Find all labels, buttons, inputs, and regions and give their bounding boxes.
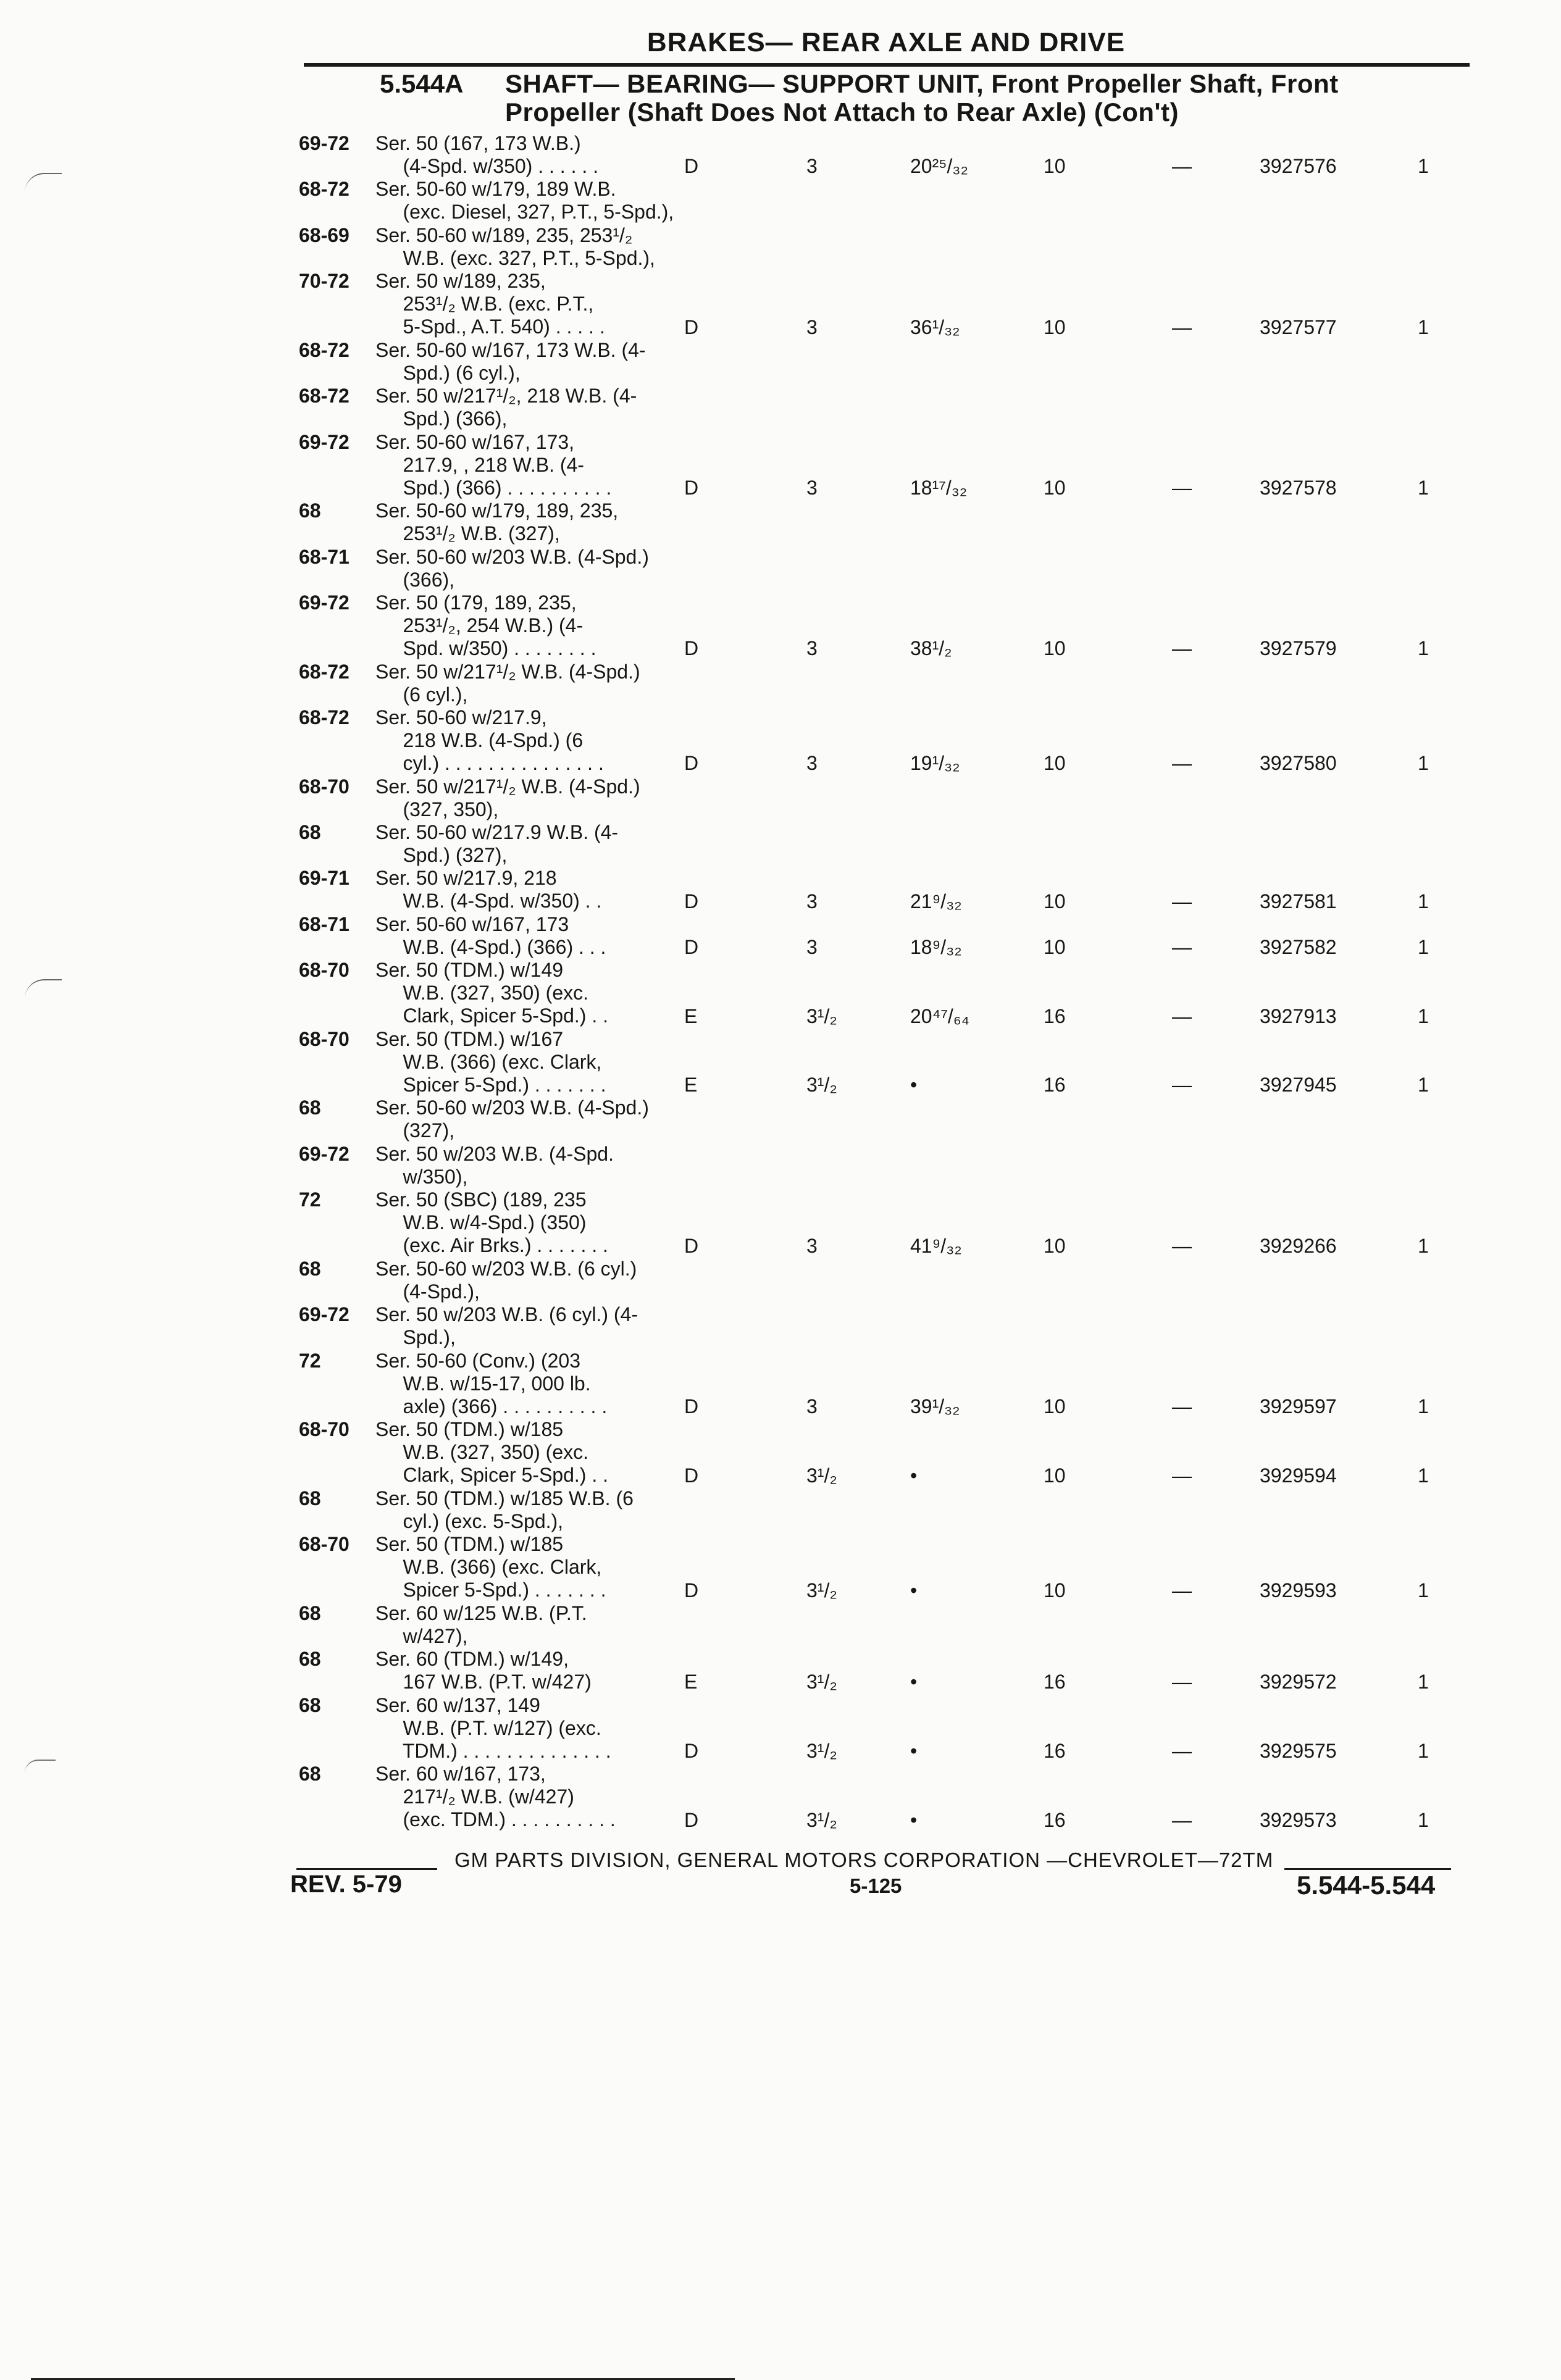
part-number: 3929266 bbox=[1260, 1234, 1337, 1257]
quantity: 1 bbox=[1418, 155, 1429, 178]
description-line: Clark, Spicer 5-Spd.) . . bbox=[375, 1004, 608, 1027]
table-row bbox=[0, 1763, 1561, 1832]
table-row bbox=[0, 178, 1561, 223]
footer-rule-left bbox=[296, 1868, 437, 1870]
table-row bbox=[0, 1350, 1561, 1419]
dash-mark: — bbox=[1172, 315, 1192, 338]
description-line: W.B. (327, 350) (exc. bbox=[375, 1441, 589, 1464]
dash-mark: — bbox=[1172, 1004, 1192, 1027]
dash-mark: — bbox=[1172, 155, 1192, 178]
part-number: 3927578 bbox=[1260, 476, 1337, 499]
spline-teeth: 10 bbox=[1044, 476, 1066, 499]
diameter: 3 bbox=[806, 155, 818, 178]
description-line: Ser. 50 w/189, 235, bbox=[375, 270, 546, 293]
dash-mark: — bbox=[1172, 1739, 1192, 1762]
model-years: 68 bbox=[299, 1763, 321, 1785]
table-row bbox=[0, 591, 1561, 661]
quantity: 1 bbox=[1418, 1074, 1429, 1096]
description-line: w/427), bbox=[375, 1624, 468, 1647]
description-line: 217¹/₂ W.B. (w/427) bbox=[375, 1785, 574, 1808]
type-code: E bbox=[684, 1074, 698, 1096]
application-description bbox=[375, 1028, 721, 1096]
part-number: 3929575 bbox=[1260, 1739, 1337, 1762]
spline-teeth: 16 bbox=[1044, 1004, 1066, 1027]
spline-teeth: 10 bbox=[1044, 637, 1066, 660]
revision-label: REV. 5-79 bbox=[290, 1871, 402, 1898]
dash-mark: — bbox=[1172, 1579, 1192, 1601]
dash-mark: — bbox=[1172, 1671, 1192, 1693]
table-row bbox=[0, 270, 1561, 339]
description-line: 253¹/₂ W.B. (exc. P.T., bbox=[375, 293, 594, 315]
part-number: 3927580 bbox=[1260, 752, 1337, 775]
type-code: D bbox=[684, 1234, 699, 1257]
type-code: E bbox=[684, 1671, 698, 1693]
spline-teeth: 16 bbox=[1044, 1808, 1066, 1831]
description-line: (6 cyl.), bbox=[375, 683, 468, 706]
table-row bbox=[0, 546, 1561, 591]
model-years: 68-72 bbox=[299, 338, 349, 361]
length: • bbox=[910, 1579, 918, 1601]
application-description bbox=[375, 1258, 721, 1303]
quantity: 1 bbox=[1418, 476, 1429, 499]
dash-mark: — bbox=[1172, 1395, 1192, 1418]
length: 41⁹/₃₂ bbox=[910, 1234, 962, 1257]
table-row bbox=[0, 499, 1561, 545]
model-years: 68-70 bbox=[299, 775, 349, 798]
table-row bbox=[0, 821, 1561, 867]
description-line: cyl.) . . . . . . . . . . . . . . . bbox=[375, 752, 604, 774]
length: • bbox=[910, 1808, 918, 1831]
application-description bbox=[375, 1350, 721, 1418]
table-row bbox=[0, 1188, 1561, 1258]
dash-mark: — bbox=[1172, 1808, 1192, 1831]
type-code: D bbox=[684, 1464, 699, 1487]
description-line: Ser. 60 w/167, 173, bbox=[375, 1763, 546, 1785]
spline-teeth: 10 bbox=[1044, 1395, 1066, 1418]
table-row bbox=[0, 1487, 1561, 1533]
quantity: 1 bbox=[1418, 890, 1429, 912]
table-row bbox=[0, 959, 1561, 1028]
description-line: Ser. 50 (TDM.) w/185 bbox=[375, 1418, 564, 1441]
spline-teeth: 16 bbox=[1044, 1739, 1066, 1762]
type-code: D bbox=[684, 315, 699, 338]
dash-mark: — bbox=[1172, 1234, 1192, 1257]
dash-mark: — bbox=[1172, 1464, 1192, 1487]
model-years: 68-70 bbox=[299, 1027, 349, 1050]
model-years: 68-69 bbox=[299, 223, 349, 246]
description-line: Ser. 50 (TDM.) w/149 bbox=[375, 959, 564, 982]
description-line: (366), bbox=[375, 568, 455, 591]
description-line: Ser. 50-60 w/167, 173, bbox=[375, 430, 574, 453]
spline-teeth: 10 bbox=[1044, 890, 1066, 912]
spline-teeth: 16 bbox=[1044, 1671, 1066, 1693]
type-code: E bbox=[684, 1004, 698, 1027]
description-line: Ser. 50 w/217.9, 218 bbox=[375, 867, 557, 890]
quantity: 1 bbox=[1418, 1671, 1429, 1693]
model-years: 69-72 bbox=[299, 430, 349, 453]
table-row bbox=[0, 1258, 1561, 1303]
quantity: 1 bbox=[1418, 1234, 1429, 1257]
description-line: W.B. (4-Spd.) (366) . . . bbox=[375, 935, 606, 958]
description-line: Ser. 50-60 w/203 W.B. (4-Spd.) bbox=[375, 545, 649, 568]
type-code: D bbox=[684, 1808, 699, 1831]
model-years: 72 bbox=[299, 1349, 321, 1372]
description-line: 217.9, , 218 W.B. (4- bbox=[375, 453, 584, 476]
length: 39¹/₃₂ bbox=[910, 1395, 960, 1418]
part-number: 3929593 bbox=[1260, 1579, 1337, 1601]
model-years: 68-72 bbox=[299, 178, 349, 201]
section-title-line1: SHAFT— BEARING— SUPPORT UNIT, Front Propeller Shaft, Front bbox=[505, 69, 1339, 98]
model-years: 68 bbox=[299, 1601, 321, 1624]
quantity: 1 bbox=[1418, 1739, 1429, 1762]
description-line: Spicer 5-Spd.) . . . . . . . bbox=[375, 1579, 606, 1601]
model-years: 68-70 bbox=[299, 959, 349, 982]
footer-publisher: GM PARTS DIVISION, GENERAL MOTORS CORPORATION —CHEVROLET—72TM bbox=[454, 1848, 1274, 1871]
length: 18¹⁷/₃₂ bbox=[910, 476, 968, 499]
description-line: (327), bbox=[375, 1119, 455, 1142]
description-line: 253¹/₂, 254 W.B.) (4- bbox=[375, 614, 584, 637]
diameter: 3 bbox=[806, 1234, 818, 1257]
dash-mark: — bbox=[1172, 935, 1192, 958]
description-line: Ser. 50-60 w/167, 173 W.B. (4- bbox=[375, 338, 646, 361]
diameter: 3 bbox=[806, 1395, 818, 1418]
model-years: 69-72 bbox=[299, 591, 349, 614]
description-line: W.B. w/4-Spd.) (350) bbox=[375, 1211, 587, 1234]
description-line: W.B. (exc. 327, P.T., 5-Spd.), bbox=[375, 246, 655, 269]
application-description bbox=[375, 178, 721, 223]
part-number: 3927577 bbox=[1260, 315, 1337, 338]
application-description bbox=[375, 385, 721, 430]
length: 21⁹/₃₂ bbox=[910, 890, 962, 912]
length: • bbox=[910, 1671, 918, 1693]
length: 36¹/₃₂ bbox=[910, 315, 960, 338]
diameter: 3¹/₂ bbox=[806, 1739, 837, 1762]
application-description bbox=[375, 1648, 721, 1693]
description-line: Spd. w/350) . . . . . . . . bbox=[375, 637, 596, 659]
table-row bbox=[0, 867, 1561, 912]
table-row bbox=[0, 1096, 1561, 1142]
application-description bbox=[375, 132, 721, 178]
length: • bbox=[910, 1739, 918, 1762]
description-line: 253¹/₂ W.B. (327), bbox=[375, 522, 560, 545]
application-description bbox=[375, 1143, 721, 1188]
description-line: Ser. 60 w/137, 149 bbox=[375, 1693, 540, 1716]
type-code: D bbox=[684, 1395, 699, 1418]
type-code: D bbox=[684, 476, 699, 499]
description-line: Spd.) (366) . . . . . . . . . . bbox=[375, 476, 612, 499]
application-description bbox=[375, 1418, 721, 1487]
description-line: W.B. (327, 350) (exc. bbox=[375, 982, 589, 1004]
table-row bbox=[0, 1648, 1561, 1693]
description-line: Ser. 50 (SBC) (189, 235 bbox=[375, 1188, 587, 1211]
description-line: Ser. 50 w/217¹/₂, 218 W.B. (4- bbox=[375, 385, 637, 407]
quantity: 1 bbox=[1418, 935, 1429, 958]
description-line: 218 W.B. (4-Spd.) (6 bbox=[375, 729, 584, 751]
part-number: 3927576 bbox=[1260, 155, 1337, 178]
description-line: W.B. (P.T. w/127) (exc. bbox=[375, 1716, 601, 1739]
type-code: D bbox=[684, 935, 699, 958]
description-line: W.B. (366) (exc. Clark, bbox=[375, 1556, 602, 1579]
length: 20⁴⁷/₆₄ bbox=[910, 1004, 969, 1027]
part-number: 3927913 bbox=[1260, 1004, 1337, 1027]
type-code: D bbox=[684, 1579, 699, 1601]
application-description bbox=[375, 1694, 721, 1763]
application-description bbox=[375, 1602, 721, 1648]
type-code: D bbox=[684, 155, 699, 178]
table-row bbox=[0, 1694, 1561, 1763]
page-header-title: BRAKES— REAR AXLE AND DRIVE bbox=[647, 27, 1126, 57]
application-description bbox=[375, 224, 721, 270]
model-years: 68-70 bbox=[299, 1418, 349, 1441]
model-years: 68-72 bbox=[299, 660, 349, 683]
application-description bbox=[375, 867, 721, 912]
spline-teeth: 10 bbox=[1044, 935, 1066, 958]
header-rule bbox=[304, 63, 1470, 67]
description-line: Ser. 50-60 (Conv.) (203 bbox=[375, 1349, 581, 1372]
quantity: 1 bbox=[1418, 637, 1429, 660]
diameter: 3 bbox=[806, 935, 818, 958]
description-line: Ser. 50 (TDM.) w/167 bbox=[375, 1027, 564, 1050]
description-line: Ser. 50-60 w/217.9, bbox=[375, 706, 547, 729]
application-description bbox=[375, 661, 721, 706]
part-number: 3927945 bbox=[1260, 1074, 1337, 1096]
application-description bbox=[375, 1763, 721, 1831]
description-line: W.B. w/15-17, 000 lb. bbox=[375, 1372, 591, 1395]
application-description bbox=[375, 1096, 721, 1142]
quantity: 1 bbox=[1418, 1464, 1429, 1487]
quantity: 1 bbox=[1418, 752, 1429, 775]
part-number: 3929573 bbox=[1260, 1808, 1337, 1831]
part-number: 3927582 bbox=[1260, 935, 1337, 958]
length: 19¹/₃₂ bbox=[910, 752, 960, 775]
description-line: Ser. 50 w/203 W.B. (4-Spd. bbox=[375, 1142, 614, 1165]
length: 20²⁵/₃₂ bbox=[910, 155, 968, 178]
model-years: 69-72 bbox=[299, 1303, 349, 1326]
part-number: 3927579 bbox=[1260, 637, 1337, 660]
table-row bbox=[0, 1303, 1561, 1349]
description-line: Ser. 50-60 w/189, 235, 253¹/₂ bbox=[375, 223, 633, 246]
table-row bbox=[0, 224, 1561, 270]
part-number: 3927581 bbox=[1260, 890, 1337, 912]
section-range: 5.544-5.544 bbox=[1297, 1871, 1436, 1900]
description-line: Spd.) (327), bbox=[375, 844, 508, 866]
part-number: 3929594 bbox=[1260, 1464, 1337, 1487]
model-years: 72 bbox=[299, 1188, 321, 1211]
diameter: 3 bbox=[806, 476, 818, 499]
model-years: 68 bbox=[299, 1487, 321, 1509]
part-number: 3929597 bbox=[1260, 1395, 1337, 1418]
page-number: 5-125 bbox=[850, 1874, 902, 1897]
diameter: 3¹/₂ bbox=[806, 1464, 837, 1487]
table-row bbox=[0, 1533, 1561, 1602]
dash-mark: — bbox=[1172, 890, 1192, 912]
spline-teeth: 10 bbox=[1044, 1464, 1066, 1487]
table-row bbox=[0, 431, 1561, 500]
footer-rule-right bbox=[1284, 1868, 1451, 1870]
application-description bbox=[375, 499, 721, 545]
description-line: Clark, Spicer 5-Spd.) . . bbox=[375, 1464, 608, 1487]
description-line: Ser. 50 (167, 173 W.B.) bbox=[375, 132, 581, 154]
description-line: w/350), bbox=[375, 1165, 468, 1188]
description-line: Ser. 50-60 w/217.9 W.B. (4- bbox=[375, 821, 619, 843]
model-years: 68 bbox=[299, 821, 321, 843]
description-line: Ser. 50 w/217¹/₂ W.B. (4-Spd.) bbox=[375, 660, 640, 683]
dash-mark: — bbox=[1172, 637, 1192, 660]
model-years: 69-72 bbox=[299, 132, 349, 154]
description-line: Ser. 50-60 w/203 W.B. (4-Spd.) bbox=[375, 1096, 649, 1119]
description-line: Spd.) (6 cyl.), bbox=[375, 361, 521, 384]
application-description bbox=[375, 1188, 721, 1257]
diameter: 3¹/₂ bbox=[806, 1808, 837, 1831]
description-line: (exc. Air Brks.) . . . . . . . bbox=[375, 1234, 608, 1257]
quantity: 1 bbox=[1418, 1004, 1429, 1027]
table-row bbox=[0, 913, 1561, 959]
table-row bbox=[0, 1028, 1561, 1097]
quantity: 1 bbox=[1418, 1808, 1429, 1831]
description-line: W.B. (366) (exc. Clark, bbox=[375, 1050, 602, 1073]
model-years: 68-71 bbox=[299, 912, 349, 935]
model-years: 69-71 bbox=[299, 867, 349, 890]
description-line: axle) (366) . . . . . . . . . . bbox=[375, 1395, 608, 1418]
description-line: Ser. 50-60 w/167, 173 bbox=[375, 912, 569, 935]
model-years: 68 bbox=[299, 1257, 321, 1280]
diameter: 3 bbox=[806, 637, 818, 660]
application-description bbox=[375, 339, 721, 385]
model-years: 68-72 bbox=[299, 706, 349, 729]
description-line: Ser. 60 w/125 W.B. (P.T. bbox=[375, 1601, 587, 1624]
diameter: 3¹/₂ bbox=[806, 1074, 837, 1096]
application-description bbox=[375, 821, 721, 867]
spline-teeth: 16 bbox=[1044, 1074, 1066, 1096]
dash-mark: — bbox=[1172, 752, 1192, 775]
dash-mark: — bbox=[1172, 476, 1192, 499]
length: • bbox=[910, 1074, 918, 1096]
application-description bbox=[375, 546, 721, 591]
table-row bbox=[0, 706, 1561, 775]
description-line: Spd.), bbox=[375, 1326, 456, 1349]
description-line: Ser. 50-60 w/203 W.B. (6 cyl.) bbox=[375, 1257, 637, 1280]
model-years: 68-70 bbox=[299, 1533, 349, 1556]
description-line: Spd.) (366), bbox=[375, 407, 508, 430]
model-years: 68 bbox=[299, 1648, 321, 1671]
table-row bbox=[0, 775, 1561, 821]
type-code: D bbox=[684, 1739, 699, 1762]
description-line: Ser. 50 w/217¹/₂ W.B. (4-Spd.) bbox=[375, 775, 640, 798]
spline-teeth: 10 bbox=[1044, 1579, 1066, 1601]
description-line: (exc. Diesel, 327, P.T., 5-Spd.), bbox=[375, 201, 674, 223]
length: • bbox=[910, 1464, 918, 1487]
application-description bbox=[375, 1533, 721, 1601]
application-description bbox=[375, 431, 721, 499]
quantity: 1 bbox=[1418, 1579, 1429, 1601]
description-line: 167 W.B. (P.T. w/427) bbox=[375, 1671, 592, 1693]
model-years: 68-71 bbox=[299, 545, 349, 568]
type-code: D bbox=[684, 752, 699, 775]
description-line: (exc. TDM.) . . . . . . . . . . bbox=[375, 1808, 616, 1831]
model-years: 68 bbox=[299, 1693, 321, 1716]
description-line: (327, 350), bbox=[375, 798, 499, 820]
model-years: 68 bbox=[299, 499, 321, 522]
table-row bbox=[0, 385, 1561, 430]
model-years: 68-72 bbox=[299, 385, 349, 407]
spline-teeth: 10 bbox=[1044, 752, 1066, 775]
table-row bbox=[0, 661, 1561, 706]
application-description bbox=[375, 1487, 721, 1533]
section-number: 5.544A bbox=[380, 69, 464, 98]
model-years: 70-72 bbox=[299, 270, 349, 293]
description-line: Ser. 50-60 w/179, 189 W.B. bbox=[375, 178, 616, 201]
application-description bbox=[375, 1303, 721, 1349]
model-years: 68 bbox=[299, 1096, 321, 1119]
diameter: 3 bbox=[806, 315, 818, 338]
application-description bbox=[375, 270, 721, 338]
diameter: 3 bbox=[806, 752, 818, 775]
application-description bbox=[375, 959, 721, 1027]
quantity: 1 bbox=[1418, 315, 1429, 338]
model-years: 69-72 bbox=[299, 1142, 349, 1165]
diameter: 3 bbox=[806, 890, 818, 912]
table-row bbox=[0, 1143, 1561, 1188]
description-line: W.B. (4-Spd. w/350) . . bbox=[375, 890, 602, 912]
diameter: 3¹/₂ bbox=[806, 1671, 837, 1693]
description-line: Ser. 50 w/203 W.B. (6 cyl.) (4- bbox=[375, 1303, 638, 1326]
spline-teeth: 10 bbox=[1044, 315, 1066, 338]
length: 38¹/₂ bbox=[910, 637, 952, 660]
description-line: cyl.) (exc. 5-Spd.), bbox=[375, 1509, 564, 1532]
table-row bbox=[0, 1602, 1561, 1648]
application-description bbox=[375, 591, 721, 660]
type-code: D bbox=[684, 890, 699, 912]
part-number: 3929572 bbox=[1260, 1671, 1337, 1693]
table-row bbox=[0, 132, 1561, 178]
table-row bbox=[0, 339, 1561, 385]
spline-teeth: 10 bbox=[1044, 1234, 1066, 1257]
section-title-line2: Propeller (Shaft Does Not Attach to Rear Axle) (Con't) bbox=[505, 98, 1179, 127]
application-description bbox=[375, 775, 721, 821]
application-description bbox=[375, 706, 721, 775]
diameter: 3¹/₂ bbox=[806, 1004, 837, 1027]
application-description bbox=[375, 913, 721, 959]
description-line: Ser. 50 (TDM.) w/185 bbox=[375, 1533, 564, 1556]
description-line: Ser. 50 (179, 189, 235, bbox=[375, 591, 577, 614]
description-line: Ser. 50 (TDM.) w/185 W.B. (6 bbox=[375, 1487, 634, 1509]
description-line: Ser. 60 (TDM.) w/149, bbox=[375, 1648, 569, 1671]
description-line: Ser. 50-60 w/179, 189, 235, bbox=[375, 499, 619, 522]
description-line: (4-Spd.), bbox=[375, 1280, 480, 1303]
description-line: 5-Spd., A.T. 540) . . . . . bbox=[375, 315, 605, 338]
description-line: TDM.) . . . . . . . . . . . . . . bbox=[375, 1739, 611, 1762]
table-row bbox=[0, 1418, 1561, 1487]
quantity: 1 bbox=[1418, 1395, 1429, 1418]
type-code: D bbox=[684, 637, 699, 660]
dash-mark: — bbox=[1172, 1074, 1192, 1096]
spline-teeth: 10 bbox=[1044, 155, 1066, 178]
length: 18⁹/₃₂ bbox=[910, 935, 962, 958]
diameter: 3¹/₂ bbox=[806, 1579, 837, 1601]
description-line: Spicer 5-Spd.) . . . . . . . bbox=[375, 1073, 606, 1096]
description-line: (4-Spd. w/350) . . . . . . bbox=[375, 155, 599, 177]
